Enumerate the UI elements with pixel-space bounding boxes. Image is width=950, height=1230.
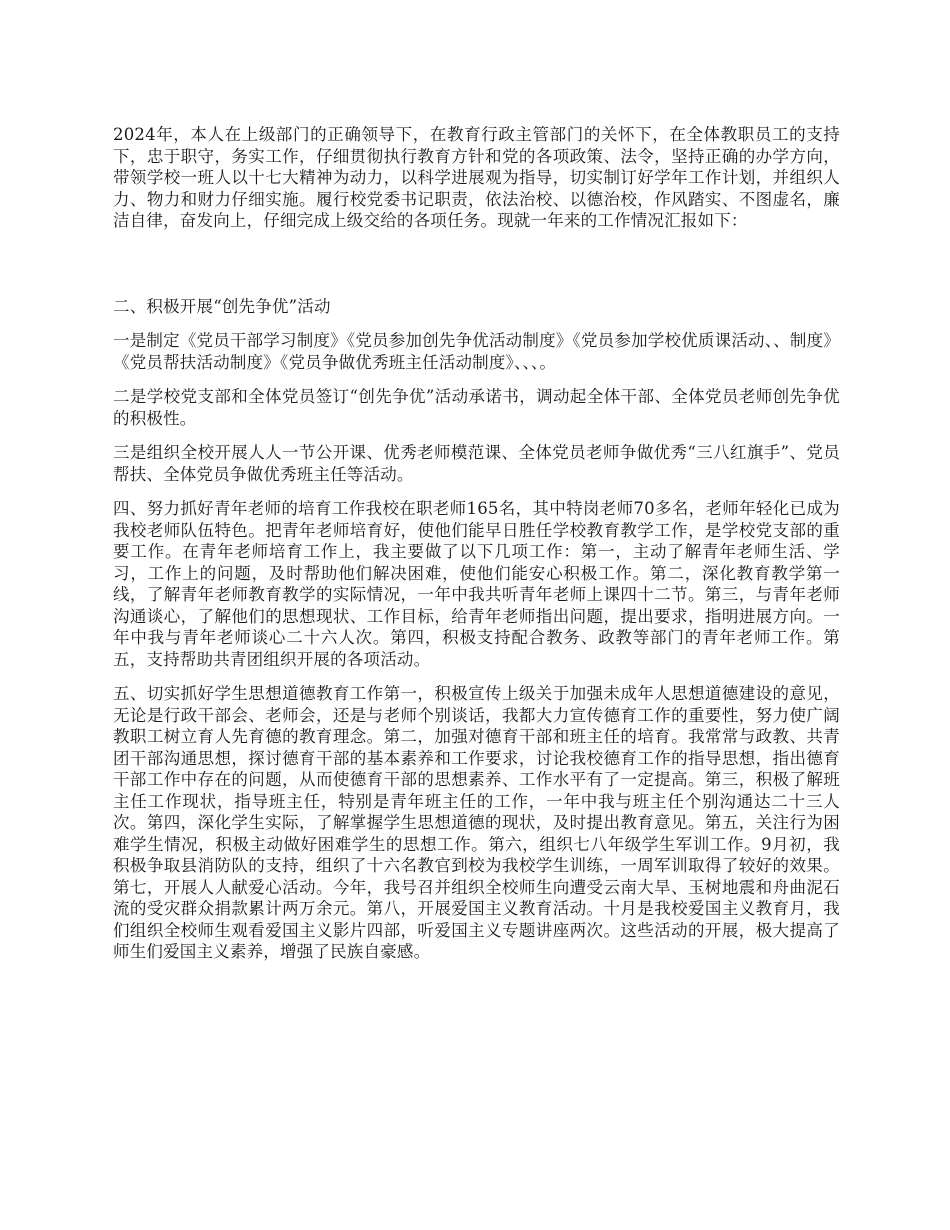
paragraph-1: 一是制定《党员干部学习制度》《党员参加创先争优活动制度》《党员参加学校优质课活动、、制度》《党员帮扶活动制度》《党员争做优秀班主任活动制度》、、、。 [113, 331, 840, 372]
section-heading: 二、积极开展“创先争优”活动 [113, 296, 331, 316]
paragraph-4: 四、努力抓好青年老师的培育工作我校在职老师165名，其中特岗老师70多名，老师年轻化已成为我校老师队伍特色。把青年老师培育好，使他们能早日胜任学校教育教学工作，是学校党支部的重要工作。在青年老师培育工作上，我主要做了以下几项工作：第一，主动了解青年老师生活、学习，工作上的问题，及时帮助他们解决困难，使他们能安心积极工作。第二，深化教育教学第一线，了解青年老师教育教学的实际情况，一年中我共听青年老师上课四十二节。第三，与青年老师沟通谈心，了解他们的思想现状、工作目标，给青年老师指出问题，提出要求，指明进展方向。一年中我与青年老师谈心二十六人次。第四，积极支持配合教务、政教等部门的青年老师工作。第五，支持帮助共青团组织开展的各项活动。 [113, 499, 840, 669]
paragraph-5: 五、切实抓好学生思想道德教育工作第一，积极宣传上级关于加强未成年人思想道德建设的意见，无论是行政干部会、老师会，还是与老师个别谈话，我都大力宣传德育工作的重要性，努力使广阔教职工树立育人先育德的教育理念。第二，加强对德育干部和班主任的培育。我常常与政教、共青团干部沟通思想，探讨德育干部的基本素养和工作要求，讨论我校德育工作的指导思想，指出德育干部工作中存在的问题，从而使德育干部的思想素养、工作水平有了一定提高。第三，积极了解班主任工作现状，指导班主任，特别是青年班主任的工作，一年中我与班主任个别沟通达二十三人次。第四，深化学生实际，了解掌握学生思想道德的现状，及时提出教育意见。第五，关注行为困难学生情况，积极主动做好困难学生的思想工作。第六，组织七八年级学生军训工作。9月初，我积极争取县消防队的支持，组织了十六名教官到校为我校学生训练，一周军训取得了较好的效果。第七，开展人人献爱心活动。今年，我号召并组织全校师生向遭受云南大旱、玉树地震和舟曲泥石流的受灾群众捐款累计两万余元。第八，开展爱国主义教育活动。十月是我校爱国主义教育月，我们组织全校师生观看爱国主义影片四部，听爱国主义专题讲座两次。这些活动的开展，极大提高了师生们爱国主义素养，增强了民族自豪感。 [113, 684, 840, 961]
document-body [113, 124, 840, 976]
paragraph-3: 三是组织全校开展人人一节公开课、优秀老师模范课、全体党员老师争做优秀“三八红旗手”、党员帮扶、全体党员争做优秀班主任等活动。 [113, 443, 840, 484]
paragraph-2: 二是学校党支部和全体党员签订“创先争优”活动承诺书，调动起全体干部、全体党员老师创先争优的积极性。 [113, 387, 840, 428]
intro-paragraph: 2024年，本人在上级部门的正确领导下，在教育行政主管部门的关怀下，在全体教职员工的支持下，忠于职守，务实工作，仔细贯彻执行教育方针和党的各项政策、法令，坚持正确的办学方向，带领学校一班人以十七大精神为动力，以科学进展观为指导，切实制订好学年工作计划，并组织人力、物力和财力仔细实施。履行校党委书记职责，依法治校、以德治校，作风踏实、不图虚名，廉洁自律，奋发向上，仔细完成上级交给的各项任务。现就一年来的工作情况汇报如下： [113, 125, 840, 230]
section-gap [113, 232, 840, 296]
